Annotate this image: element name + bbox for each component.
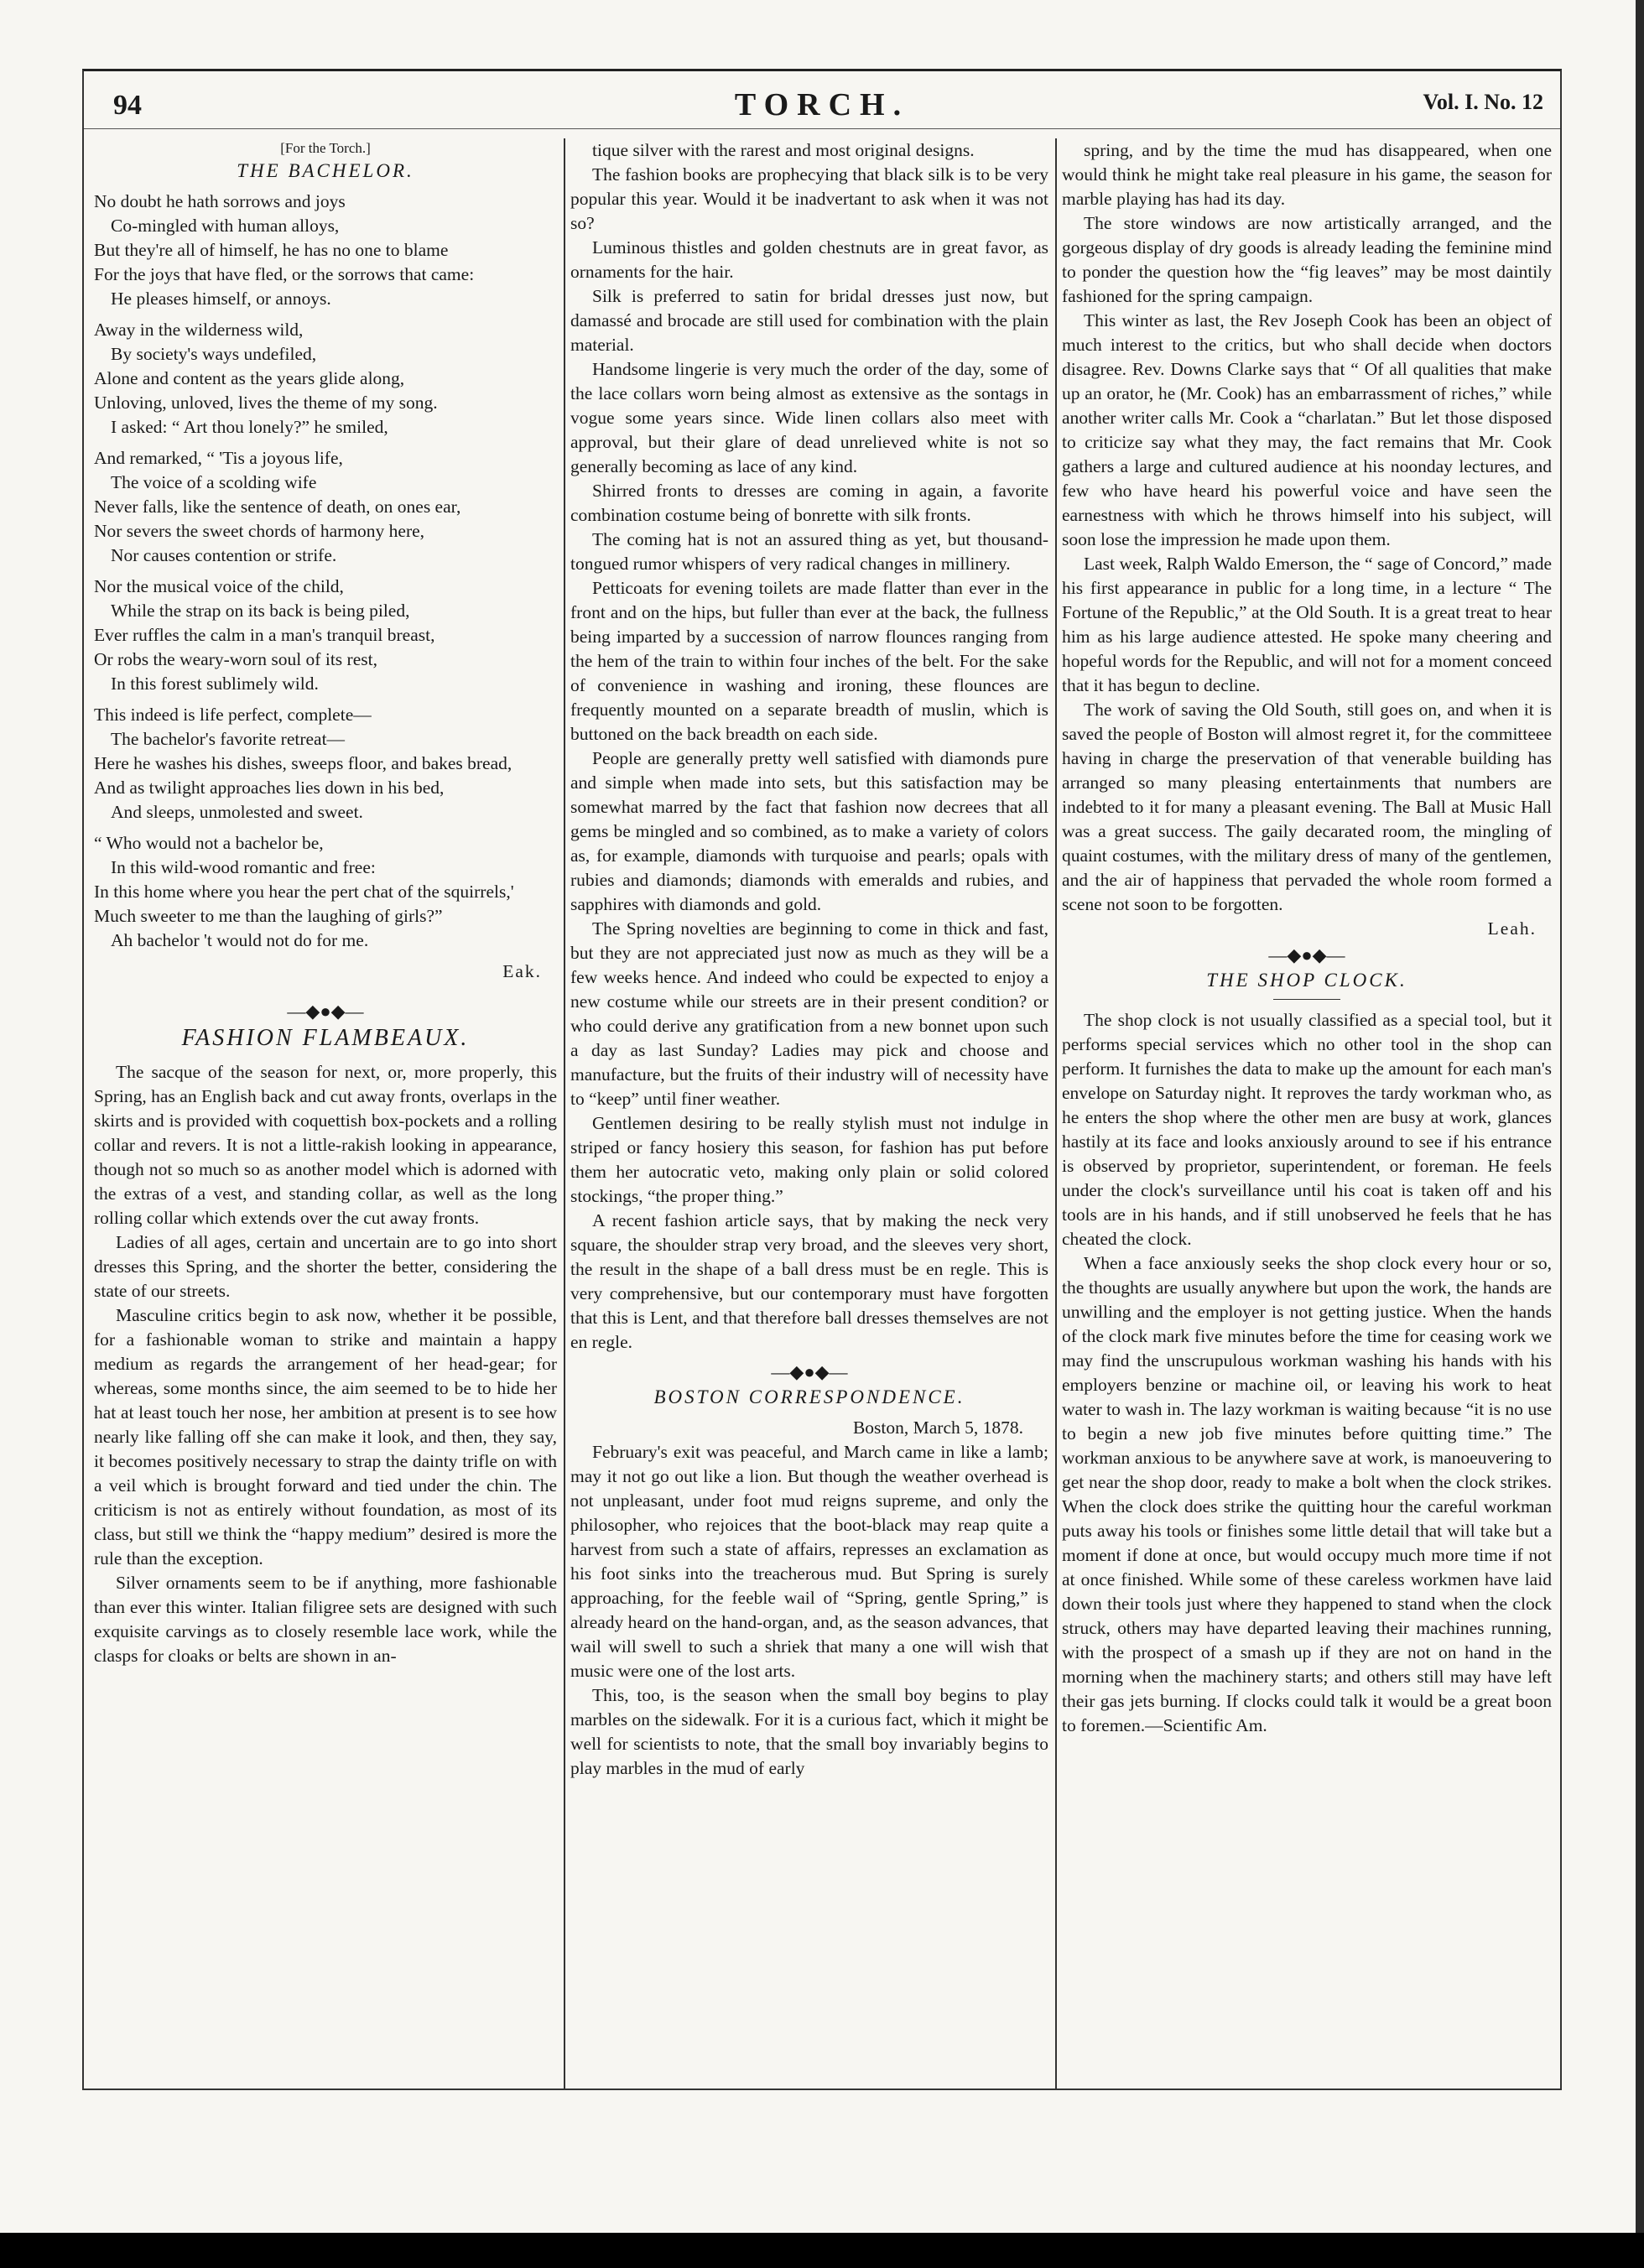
poem-stanza	[94, 831, 554, 953]
title-rule	[1273, 999, 1340, 1000]
column-rule	[564, 138, 565, 2089]
poem-line: And sleeps, unmolested and sweet.	[111, 802, 363, 822]
fashion-paragraph: tique silver with the rarest and most original designs.	[592, 140, 975, 160]
ornament-divider: —◆●◆—	[1268, 944, 1345, 965]
poem-stanza	[94, 318, 554, 440]
boston-article-part-2	[1062, 138, 1552, 917]
fashion-paragraph: A recent fashion article says, that by making the neck very square, the shoulder strap very broad, and the sleeves very short, the result in the shape of a ball dress must be en regle. This is very comprehensive, but our contemporary must have forgotten that this is Lent, and that therefore ball dresses themselves are not en regle.	[570, 1210, 1048, 1352]
poem-line: In this forest sublimely wild.	[111, 674, 319, 694]
poem-line: This indeed is life perfect, complete—	[94, 705, 372, 725]
poem-line: Nor the musical voice of the child,	[94, 576, 344, 596]
poem-line: He pleases himself, or annoys.	[111, 289, 331, 309]
fashion-article-part-1	[94, 1060, 557, 1668]
poem-line: And as twilight approaches lies down in his bed,	[94, 778, 445, 798]
boston-title: BOSTON CORRESPONDENCE.	[653, 1386, 965, 1407]
poem-line: Nor causes contention or strife.	[111, 545, 337, 565]
poem-body	[94, 190, 557, 953]
poem-credit: [For the Torch.]	[280, 140, 371, 156]
fashion-paragraph: Gentlemen desiring to be really stylish must not indulge in striped or fancy hosiery this season, for fashion has put before them her autocratic veto, making only plain or solid colored stockings, “the proper thing.”	[570, 1113, 1048, 1206]
fashion-paragraph: The fashion books are prophecying that black silk is to be very popular this year. Would it be inadvertant to ask when it was not so?	[570, 164, 1048, 233]
poem-stanza	[94, 190, 554, 311]
boston-signature: Leah.	[1487, 918, 1537, 939]
boston-paragraph: The work of saving the Old South, still goes on, and when it is saved the people of Boston will almost regret it, for the committeee having in charge the preservation of that venerable building has arranged so many pleasing entertainments that numbers are indebted to it for many a pleasant evening. The Ball at Music Hall was a great success. The gaily decarated room, the mingling of quaint costumes, with the military dress of many of the gentlemen, and the air of happiness that pervaded the whole room formed a scene not soon to be forgotten.	[1062, 700, 1552, 914]
fashion-article-part-2	[570, 138, 1048, 1355]
fashion-paragraph: The Spring novelties are beginning to come in thick and fast, but they are not appreciated just now as much as they will be a few weeks hence. And indeed who could be expected to enjoy a new costume while our streets are in their present condition? or who could derive any gratification from a new bonnet upon such a day as last Sunday? Ladies may pick and choose and manufacture, but the fruits of their industry will of necessity have to “keep” until finer weather.	[570, 918, 1048, 1109]
shop-clock-article	[1062, 1008, 1552, 1738]
poem-line: And remarked, “ 'Tis a joyous life,	[94, 448, 343, 468]
poem-line: Never falls, like the sentence of death, on ones ear,	[94, 497, 461, 517]
shop-clock-title: THE SHOP CLOCK.	[1206, 970, 1407, 991]
poem-line: The voice of a scolding wife	[111, 472, 317, 492]
column-3	[1062, 138, 1552, 2082]
poem-line: Or robs the weary-worn soul of its rest,	[94, 649, 377, 669]
poem-line: Nor severs the sweet chords of harmony here,	[94, 521, 425, 541]
fashion-paragraph: Shirred fronts to dresses are coming in again, a favorite combination costume being of bonrette with silk fronts.	[570, 481, 1048, 525]
poem-stanza	[94, 575, 554, 696]
poem-line: The bachelor's favorite retreat—	[111, 729, 346, 749]
column-rule	[1055, 138, 1057, 2089]
fashion-paragraph: The coming hat is not an assured thing as yet, but thousand-tongued rumor whispers of very radical changes in millinery.	[570, 529, 1048, 574]
poem-line: No doubt he hath sorrows and joys	[94, 191, 346, 211]
poem-line: Alone and content as the years glide along,	[94, 368, 405, 388]
fashion-paragraph: Silk is preferred to satin for bridal dresses just now, but damassé and brocade are still used for combination with the plain material.	[570, 286, 1048, 355]
poem-line: I asked: “ Art thou lonely?” he smiled,	[111, 417, 388, 437]
boston-paragraph: This winter as last, the Rev Joseph Cook has been an object of much interest to the critics, but who shall decide when doctors disagree. Rev. Downs Clarke says that “ Of all qualities that make up an orator, he (Mr. Cook) has an embarrassment of riches,” while another writer calls Mr. Cook a “charlatan.” But let those disposed to criticize say what they may, the fact remains that Mr. Cook gathers a large and cultured audience at his noonday lectures, and few who have heard his powerful voice and have seen the earnestness with which he throws himself into his subject, will soon lose the impression he made upon them.	[1062, 310, 1552, 549]
poem-title: THE BACHELOR.	[237, 160, 414, 181]
fashion-paragraph: People are generally pretty well satisfied with diamonds pure and simple when made into sets, but this satisfaction may be somewhat marred by the fact that fashion now decrees that all gems be mingled and so combined, as to make a variety of colors as, for example, diamonds with turquoise and pearls; opals with rubies and diamonds; diamonds with emeralds and rubies, and sapphires with diamonds and gold.	[570, 748, 1048, 914]
poem-line: Here he washes his dishes, sweeps floor, and bakes bread,	[94, 753, 512, 773]
volume-number: Vol. I. No. 12	[1423, 90, 1543, 114]
poem-stanza	[94, 703, 554, 824]
boston-paragraph: This, too, is the season when the small boy begins to play marbles on the sidewalk. For it is a curious fact, which it might be well for scientists to note, that the small boy invariably begins to play marbles in the mud of early	[570, 1685, 1048, 1778]
header-rule	[84, 128, 1560, 129]
poem-line: By society's ways undefiled,	[111, 344, 317, 364]
fashion-paragraph: Luminous thistles and golden chestnuts are in great favor, as ornaments for the hair.	[570, 237, 1048, 282]
boston-paragraph: spring, and by the time the mud has disappeared, when one would think he might take real pleasure in his game, the season for marble playing has had its day.	[1062, 140, 1552, 209]
poem-line: But they're all of himself, he has no one to blame	[94, 240, 449, 260]
masthead: TORCH.	[734, 87, 910, 122]
shop-clock-paragraph: When a face anxiously seeks the shop clock every hour or so, the thoughts are usually anywhere but upon the work, the hands are unwilling and the employer is not getting justice. When the hands of the clock mark five minutes before the time for ceasing work we may find the unscrupulous workman washing his hands with his employers benzine or machine oil, or leaving his work to heat water to wash in. The lazy workman is waiting because “it is no use to begin a new job five minutes before quitting time.” The workman anxious to be anywhere save at work, is manoeuvering to get near the shop door, ready to make a bolt when the clock strikes. When the clock does strike the quitting hour the careful workman puts away his tools or finishes some little detail that will take but a moment if done at once, but would occupy much more time if not at once finished. While some of these careless workmen have laid down their tools just where they happened to stand when the clock struck, others may have departed leaving their machines running, with the prospect of a smash up if they are not on hand in the morning when the machinery starts; and others still may have left their gas jets burning. If clocks could talk it would be a great boon to foremen.—Scientific Am.	[1062, 1253, 1552, 1735]
poem-signature: Eak.	[502, 961, 542, 981]
ornament-divider: —◆●◆—	[287, 1001, 364, 1022]
boston-article-part-1	[570, 1440, 1048, 1781]
boston-paragraph: February's exit was peaceful, and March came in like a lamb; may it not go out like a lion. But though the weather overhead is not unpleasant, under foot mud reigns supreme, and only the philosopher, who rejoices that the boot-black may reap quite a harvest from such a state of affairs, represses an exclamation as his foot sinks into the treacherous mud. But Spring is surely approaching, for the feeble wail of “Spring, gentle Spring,” is already heard on the hand-organ, and, as the season advances, that wail will swell to such a shriek that many a one will wish that music were one of the lost arts.	[570, 1442, 1048, 1681]
fashion-paragraph: The sacque of the season for next, or, more properly, this Spring, has an English back and cut away fronts, overlaps in the skirts and is provided with coquettish box-pockets and a rolling collar and revers. It is not a little-rakish looking in appearance, though not so much so as another model which is adorned with the extras of a vest, and standing collar, as well as the long rolling collar which extends over the cut away fronts.	[94, 1062, 557, 1228]
boston-paragraph: The store windows are now artistically arranged, and the gorgeous display of dry goods is already leading the feminine mind to ponder the question how the “fig leaves” may be most daintily fashioned for the spring campaign.	[1062, 213, 1552, 306]
column-2	[570, 138, 1048, 2082]
poem-line: For the joys that have fled, or the sorrows that came:	[94, 264, 475, 284]
poem-line: Unloving, unloved, lives the theme of my song.	[94, 393, 438, 413]
fashion-paragraph: Ladies of all ages, certain and uncertain are to go into short dresses this Spring, and the shorter the better, considering the state of our streets.	[94, 1232, 557, 1301]
poem-stanza	[94, 446, 554, 568]
poem-line: Ah bachelor 't would not do for me.	[111, 930, 369, 950]
page-header	[92, 78, 1552, 128]
fashion-paragraph: Masculine critics begin to ask now, whether it be possible, for a fashionable woman to strike and maintain a happy medium as regards the arrangement of her head-gear; for whereas, some months since, the aim seemed to be to hide her hat at least touch her nose, her ambition at present is to see how nearly like falling off she can make it look, and then, they say, it becomes positively necessary to strap the dainty trifle on with a veil which is brought forward and tied under the chin. The criticism is not as entirely without foundation, as most of its class, but still we think the “happy medium” desired is more the rule than the exception.	[94, 1305, 557, 1568]
poem-line: Away in the wilderness wild,	[94, 320, 304, 340]
fashion-paragraph: Petticoats for evening toilets are made flatter than ever in the front and on the hips, but fuller than ever at the back, the fullness being imparted by a succession of narrow flounces ranging from the hem of the train to within four inches of the belt. For the sake of convenience in washing and ironing, these flounces are frequently mounted on a separate breadth of muslin, which is buttoned on the back breadth on each side.	[570, 578, 1048, 744]
poem-line: Ever ruffles the calm in a man's tranquil breast,	[94, 625, 435, 645]
poem-line: “ Who would not a bachelor be,	[94, 833, 324, 853]
page-number: 94	[113, 90, 142, 121]
shop-clock-paragraph: The shop clock is not usually classified as a special tool, but it performs special services which no other tool in the shop can perform. It furnishes the data to make up the amount for each man's envelope on Saturday night. It reproves the tardy workman who, as he enters the shop where the other men are busy at work, glances hastily at its face and looks anxiously around to see if his entrance is observed by proprietor, superintendent, or foreman. He feels under the clock's surveillance until his coat is taken off and his tools are in his hands, and if still unobserved he feels that he has cheated the clock.	[1062, 1010, 1552, 1249]
column-1	[94, 138, 557, 2082]
boston-paragraph: Last week, Ralph Waldo Emerson, the “ sage of Concord,” made his first appearance in public for a long time, in a lecture “ The Fortune of the Republic,” at the Old South. It is a great treat to hear him as his large audience attested. He spoke many cheering and hopeful words for the Republic, and will not for a moment conceed that it has begun to decline.	[1062, 554, 1552, 695]
ornament-divider: —◆●◆—	[771, 1361, 848, 1382]
poem-line: Co-mingled with human alloys,	[111, 216, 340, 236]
fashion-title: FASHION FLAMBEAUX.	[181, 1025, 470, 1051]
poem-line: Much sweeter to me than the laughing of girls?”	[94, 906, 443, 926]
fashion-paragraph: Handsome lingerie is very much the order of the day, some of the lace collars worn being almost as extensive as the sontags in vogue some years since. Wide linen collars also meet with approval, but their glare of dead unrelieved white is not so generally becoming as lace of any kind.	[570, 359, 1048, 476]
poem-line: In this home where you hear the pert chat of the squirrels,'	[94, 882, 514, 902]
fashion-paragraph: Silver ornaments seem to be if anything, more fashionable than ever this winter. Italian filigree sets are designed with such exquisite carvings as to closely resemble lace work, while the clasps for cloaks or belts are shown in an-	[94, 1573, 557, 1666]
poem-line: In this wild-wood romantic and free:	[111, 857, 376, 877]
poem-line: While the strap on its back is being piled,	[111, 601, 410, 621]
boston-dateline: Boston, March 5, 1878.	[852, 1418, 1023, 1438]
page-frame	[82, 69, 1562, 2090]
page-edge	[1636, 0, 1644, 2233]
